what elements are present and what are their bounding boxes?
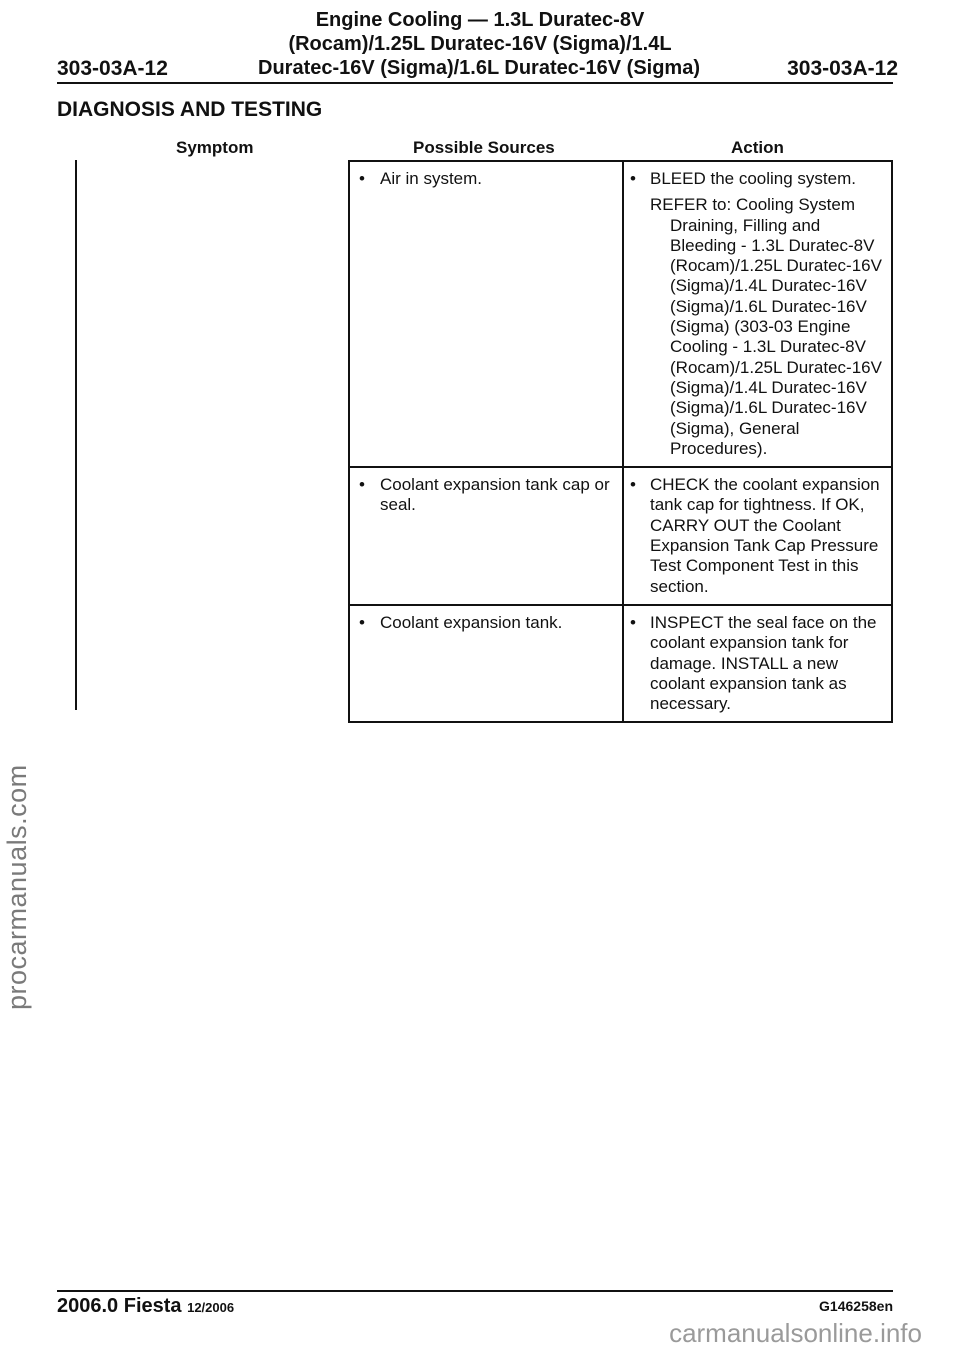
footer-date: 12/2006 [187,1300,235,1315]
action-reference-text: REFER to: Cooling System Draining, Filling and Bleeding - 1.3L Duratec-8V (Rocam)/1.25L Duratec-16V (Sigma)/1.4L Duratec-16V (Sigma)/1.6L Duratec-16V (Sigma) (303-03 Engine Cooling - 1.3L Duratec-8V (Rocam)/1.25L Duratec-16V (Sigma)/1.4L Duratec-16V (Sigma)/1.6L Duratec-16V (Sigma), General Procedures). [650,195,882,458]
header-page-number-right: 303-03A-12 [787,57,898,80]
section-title: DIAGNOSIS AND TESTING [57,98,323,121]
column-header-possible-sources: Possible Sources [413,138,555,157]
table-row [349,467,892,605]
action-text: CHECK the coolant expansion tank cap for tightness. If OK, CARRY OUT the Coolant Expansion Tank Cap Pressure Test Component Test in this section. [650,475,880,596]
header-title-line-2: (Rocam)/1.25L Duratec-16V (Sigma)/1.4L [288,33,672,55]
footer-model: 2006.0 Fiesta [57,1295,182,1317]
bullet: • [359,169,365,188]
source-text: Coolant expansion tank. [380,612,563,632]
column-header-symptom: Symptom [176,138,254,157]
header-title-line-1: Engine Cooling — 1.3L Duratec-8V [315,9,645,31]
side-watermark: procarmanuals.com [2,764,32,1010]
column-header-action: Action [731,138,784,157]
symptom-column-bar [75,160,77,710]
source-cell [349,605,623,722]
header-title-line-3: Duratec-16V (Sigma)/1.6L Duratec-16V (Sigma) [258,57,701,79]
bullet: • [630,475,636,495]
source-text: Air in system. [380,169,483,188]
source-cell [349,161,623,467]
bullet: • [630,169,636,188]
action-cell [623,161,892,467]
action-cell [623,605,892,722]
table-row [349,161,892,467]
table-row [349,605,892,722]
header-page-number-left: 303-03A-12 [57,57,168,80]
header-rule [57,82,893,84]
bullet: • [359,612,365,632]
source-text: Coolant expansion tank cap or seal. [380,475,610,515]
action-text: BLEED the cooling system. [650,169,856,188]
bullet: • [359,475,365,495]
footer-rule [57,1290,893,1292]
bullet: • [630,612,636,632]
action-text: INSPECT the seal face on the coolant expansion tank for damage. INSTALL a new coolant expansion tank as necessary. [650,612,877,714]
action-cell [623,467,892,605]
site-watermark: carmanualsonline.info [669,1318,922,1348]
footer-model-date [57,1295,234,1318]
footer-document-code: G146258en [819,1298,893,1314]
source-cell [349,467,623,605]
diagnosis-table [348,160,893,723]
